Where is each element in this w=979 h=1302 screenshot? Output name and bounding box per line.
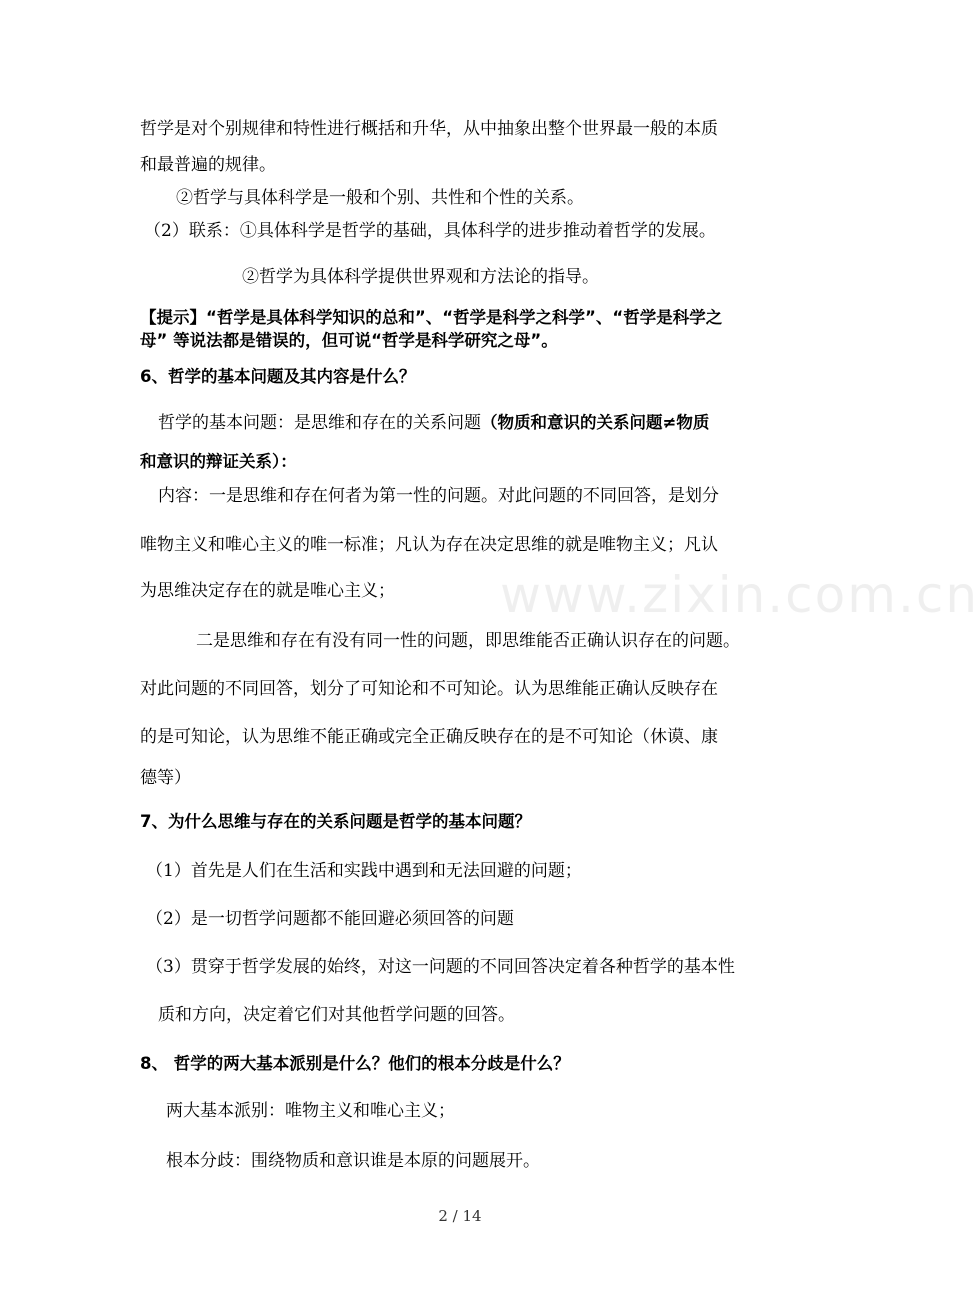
list-item-continuation: 质和方向，决定着它们对其他哲学问题的回答。	[158, 1005, 515, 1025]
list-item: （3）贯穿于哲学发展的始终，对这一问题的不同回答决定着各种哲学的基本性	[146, 957, 735, 977]
text-line: 两大基本派别：唯物主义和唯心主义；	[166, 1101, 455, 1121]
list-item: （2）是一切哲学问题都不能回避必须回答的问题	[146, 909, 514, 929]
bold-span: （物质和意识的关系问题≠物质	[481, 413, 710, 432]
text-line: 哲学是对个别规律和特性进行概括和升华，从中抽象出整个世界最一般的本质	[140, 119, 718, 139]
text-line: （2）联系：①具体科学是哲学的基础，具体科学的进步推动着哲学的发展。	[144, 221, 716, 241]
text-line: ②哲学为具体科学提供世界观和方法论的指导。	[242, 267, 599, 287]
text-line: 的是可知论，认为思维不能正确或完全正确反映存在的是不可知论（休谟、康	[140, 727, 718, 747]
text-line: 为思维决定存在的就是唯心主义；	[140, 581, 395, 601]
section-heading-8: 8、 哲学的两大基本派别是什么？他们的根本分歧是什么？	[140, 1054, 570, 1073]
text-line: ②哲学与具体科学是一般和个别、共性和个性的关系。	[176, 188, 584, 208]
text-line: 二是思维和存在有没有同一性的问题，即思维能否正确认识存在的问题。	[196, 631, 740, 651]
list-item: （1）首先是人们在生活和实践中遇到和无法回避的问题；	[146, 861, 582, 881]
section-heading-7: 7、为什么思维与存在的关系问题是哲学的基本问题？	[140, 812, 531, 831]
text-line: 德等）	[140, 768, 191, 788]
hint-line: 【提示】“哲学是具体科学知识的总和”、“哲学是科学之科学”、“哲学是科学之	[140, 308, 723, 327]
bold-line: 和意识的辩证关系）：	[140, 452, 297, 471]
text-line	[158, 411, 709, 435]
page-number: 2 / 14	[438, 1207, 482, 1225]
text-line: 内容：一是思维和存在何者为第一性的问题。对此问题的不同回答，是划分	[158, 486, 719, 506]
text-line: 唯物主义和唯心主义的唯一标准；凡认为存在决定思维的就是唯物主义；凡认	[140, 535, 718, 555]
text-span: 哲学的基本问题：是思维和存在的关系问题	[158, 413, 481, 433]
text-line: 和最普遍的规律。	[140, 155, 276, 175]
watermark: www.zixin.com.cn	[500, 566, 979, 624]
section-heading-6: 6、哲学的基本问题及其内容是什么？	[140, 367, 416, 386]
hint-line: 母” 等说法都是错误的，但可说“哲学是科学研究之母”。	[140, 331, 558, 350]
text-line: 根本分歧：围绕物质和意识谁是本原的问题展开。	[166, 1151, 540, 1171]
text-line: 对此问题的不同回答，划分了可知论和不可知论。认为思维能正确认反映存在	[140, 679, 718, 699]
